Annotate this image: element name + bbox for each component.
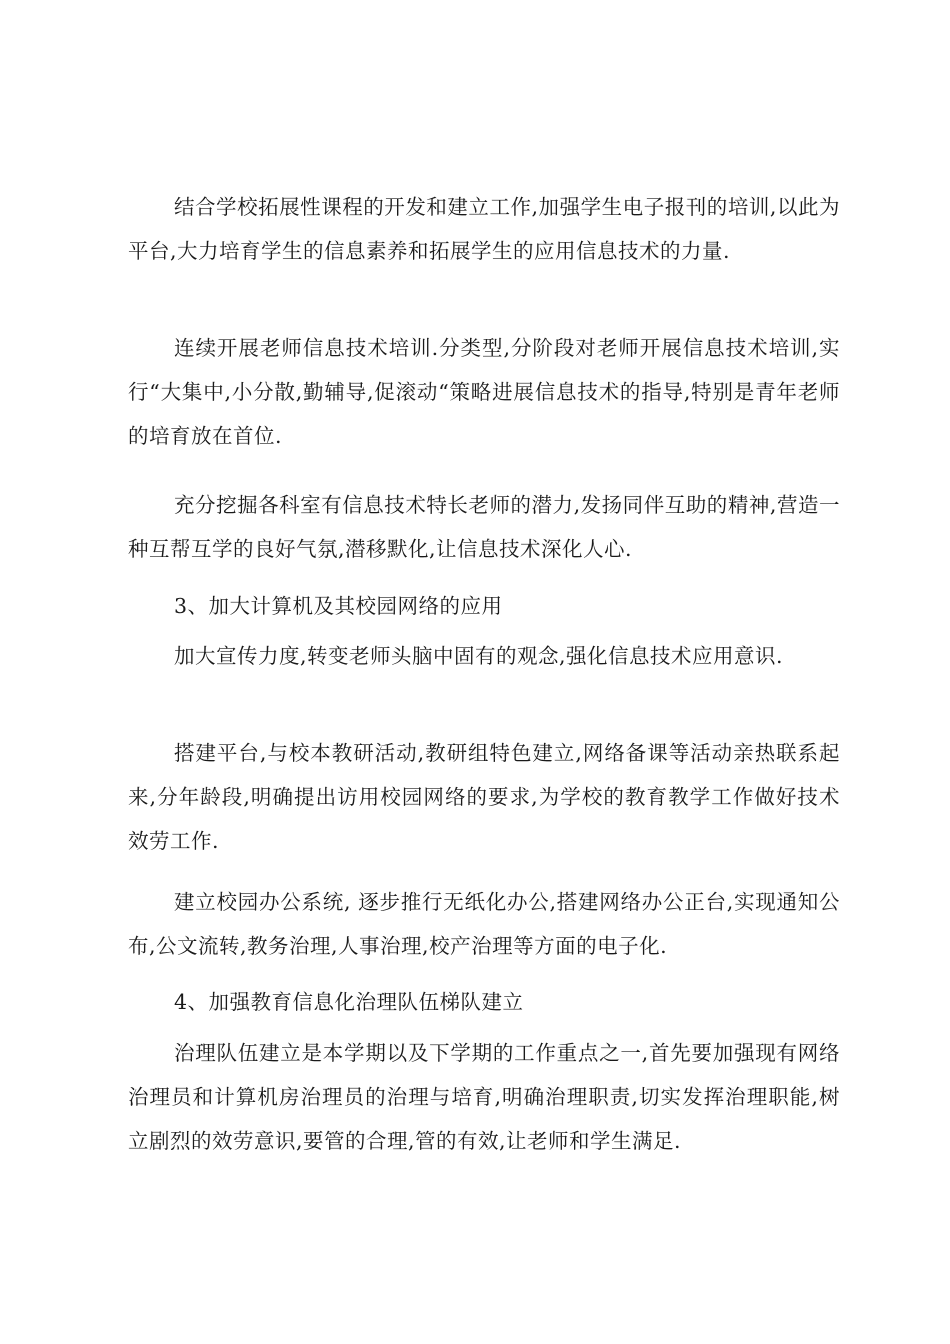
paragraph-4: 加大宣传力度,转变老师头脑中固有的观念,强化信息技术应用意识. xyxy=(174,644,784,668)
paragraph-1: 结合学校拓展性课程的开发和建立工作,加强学生电子报刊的培训,以此为平台,大力培育学生的信息素养和拓展学生的应用信息技术的力量. xyxy=(128,195,840,263)
section-heading-4: 4、加强教育信息化治理队伍梯队建立 xyxy=(174,990,524,1014)
section-heading-3: 3、加大计算机及其校园网络的应用 xyxy=(174,594,503,618)
paragraph-5: 搭建平台,与校本教研活动,教研组特色建立,网络备课等活动亲热联系起来,分年龄段,明确提出访用校园网络的要求,为学校的教育教学工作做好技术效劳工作. xyxy=(128,741,840,853)
paragraph-3: 充分挖掘各科室有信息技术特长老师的潜力,发扬同伴互助的精神,营造一种互帮互学的良好气氛,潜移默化,让信息技术深化人心. xyxy=(128,493,840,561)
paragraph-2: 连续开展老师信息技术培训.分类型,分阶段对老师开展信息技术培训,实行“大集中,小分散,勤辅导,促滚动“策略进展信息技术的指导,特别是青年老师的培育放在首位. xyxy=(128,336,840,448)
paragraph-6: 建立校园办公系统, 逐步推行无纸化办公,搭建网络办公正台,实现通知公布,公文流转,教务治理,人事治理,校产治理等方面的电子化. xyxy=(128,890,840,958)
paragraph-7: 治理队伍建立是本学期以及下学期的工作重点之一,首先要加强现有网络治理员和计算机房治理员的治理与培育,明确治理职责,切实发挥治理职能,树立剧烈的效劳意识,要管的合理,管的有效,让老师和学生满足. xyxy=(128,1041,840,1153)
